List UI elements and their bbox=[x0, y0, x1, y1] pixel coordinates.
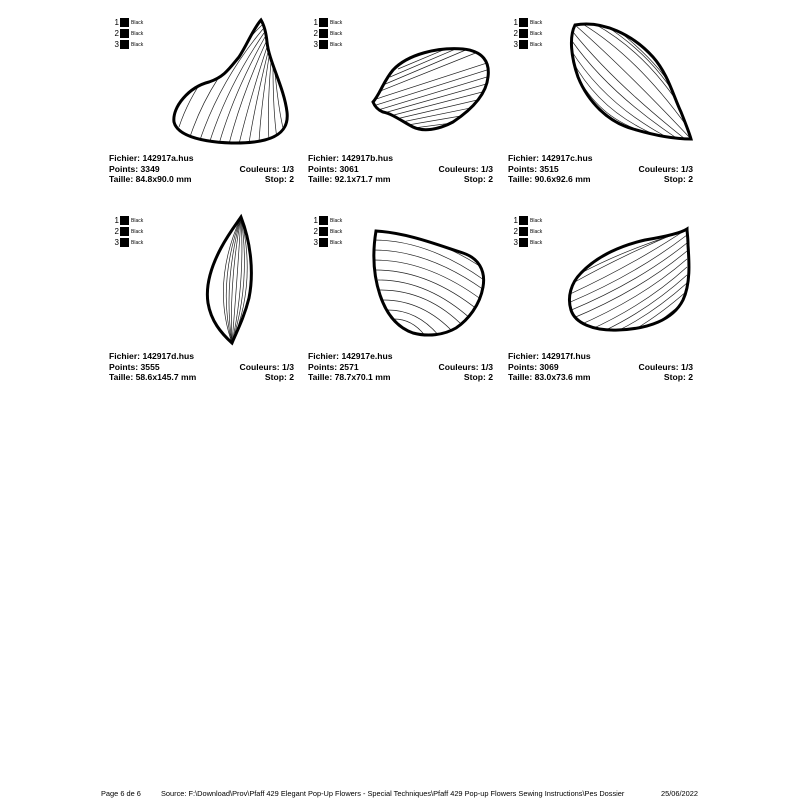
taille-field bbox=[508, 174, 591, 185]
info-row bbox=[308, 372, 493, 383]
couleurs-field bbox=[240, 362, 294, 373]
petal-shape-e bbox=[368, 225, 488, 340]
taille-value: 78.7x70.1 mm bbox=[334, 372, 391, 382]
taille-label: Taille: bbox=[508, 174, 533, 184]
fichier-label: Fichier: bbox=[308, 153, 340, 163]
couleurs-field bbox=[439, 362, 493, 373]
design-card bbox=[109, 12, 294, 192]
fichier-value: 142917f.hus bbox=[541, 351, 591, 361]
legend-color-name: Black bbox=[330, 239, 343, 246]
info-row bbox=[508, 164, 693, 175]
legend-row bbox=[513, 28, 542, 39]
couleurs-label: Couleurs: bbox=[438, 361, 479, 372]
fichier-label: Fichier: bbox=[308, 351, 340, 361]
print-date: 25/06/2022 bbox=[661, 789, 698, 798]
legend-number: 2 bbox=[114, 29, 119, 38]
points-label: Points: bbox=[508, 361, 538, 372]
fichier-field bbox=[109, 153, 194, 164]
legend-color-name: Black bbox=[530, 19, 543, 26]
color-swatch bbox=[319, 216, 328, 225]
color-swatch bbox=[319, 227, 328, 236]
legend-number: 3 bbox=[313, 40, 318, 49]
legend-color-name: Black bbox=[530, 228, 543, 235]
taille-field bbox=[308, 174, 391, 185]
color-swatch bbox=[519, 216, 528, 225]
stop-field bbox=[664, 174, 693, 185]
legend-row bbox=[513, 237, 542, 248]
fichier-field bbox=[508, 351, 591, 362]
legend-color-name: Black bbox=[530, 41, 543, 48]
design-info bbox=[109, 351, 294, 383]
taille-value: 58.6x145.7 mm bbox=[135, 372, 197, 382]
taille-label: Taille: bbox=[109, 174, 134, 184]
points-field bbox=[508, 362, 559, 373]
info-row bbox=[508, 174, 693, 185]
fichier-label: Fichier: bbox=[109, 153, 141, 163]
couleurs-field bbox=[439, 164, 493, 175]
design-info bbox=[508, 351, 693, 383]
taille-field bbox=[109, 174, 192, 185]
info-row bbox=[109, 351, 294, 362]
petal-shape-c bbox=[563, 17, 693, 147]
legend-color-name: Black bbox=[131, 19, 144, 26]
legend-row bbox=[313, 237, 342, 248]
page-footer bbox=[0, 789, 800, 801]
legend-number: 1 bbox=[513, 216, 518, 225]
couleurs-value: 1/3 bbox=[681, 163, 693, 174]
couleurs-field bbox=[639, 164, 693, 175]
couleurs-label: Couleurs: bbox=[239, 163, 280, 174]
taille-value: 90.6x92.6 mm bbox=[534, 174, 591, 184]
couleurs-value: 1/3 bbox=[481, 163, 493, 174]
color-swatch bbox=[519, 18, 528, 27]
info-row bbox=[508, 372, 693, 383]
stop-label: Stop: bbox=[663, 372, 686, 382]
couleurs-field bbox=[240, 164, 294, 175]
points-value: 3349 bbox=[140, 163, 160, 174]
info-row bbox=[308, 174, 493, 185]
fill-stitches bbox=[373, 48, 490, 131]
points-field bbox=[308, 164, 359, 175]
info-row bbox=[109, 372, 294, 383]
info-row bbox=[508, 362, 693, 373]
legend-row bbox=[313, 226, 342, 237]
legend-color-name: Black bbox=[131, 30, 144, 37]
design-card bbox=[508, 12, 693, 192]
petal-shape-a bbox=[169, 17, 294, 147]
couleurs-label: Couleurs: bbox=[638, 361, 679, 372]
petal-shape-b bbox=[368, 42, 493, 137]
taille-label: Taille: bbox=[109, 372, 134, 382]
info-row bbox=[308, 164, 493, 175]
points-value: 2571 bbox=[339, 361, 359, 372]
color-legend bbox=[313, 215, 342, 248]
fichier-field bbox=[308, 153, 393, 164]
stop-value: 2 bbox=[289, 174, 294, 184]
fill-stitches bbox=[373, 232, 484, 337]
stop-field bbox=[265, 372, 294, 383]
stop-label: Stop: bbox=[663, 174, 686, 184]
info-row bbox=[308, 362, 493, 373]
color-swatch bbox=[519, 29, 528, 38]
points-value: 3069 bbox=[539, 361, 559, 372]
stop-label: Stop: bbox=[264, 372, 287, 382]
info-row bbox=[508, 153, 693, 164]
design-card bbox=[508, 210, 693, 390]
legend-row bbox=[114, 226, 143, 237]
couleurs-label: Couleurs: bbox=[638, 163, 679, 174]
points-label: Points: bbox=[109, 163, 139, 174]
design-info bbox=[109, 153, 294, 185]
legend-row bbox=[313, 215, 342, 226]
legend-row bbox=[114, 17, 143, 28]
design-info bbox=[308, 153, 493, 185]
legend-number: 2 bbox=[114, 227, 119, 236]
info-row bbox=[109, 362, 294, 373]
petal-shape-d bbox=[199, 213, 264, 348]
info-row bbox=[308, 351, 493, 362]
fichier-field bbox=[508, 153, 593, 164]
legend-number: 3 bbox=[114, 238, 119, 247]
points-value: 3515 bbox=[539, 163, 559, 174]
color-legend bbox=[313, 17, 342, 50]
legend-row bbox=[114, 215, 143, 226]
stop-value: 2 bbox=[289, 372, 294, 382]
taille-field bbox=[308, 372, 391, 383]
fichier-value: 142917b.hus bbox=[341, 153, 394, 163]
color-swatch bbox=[319, 238, 328, 247]
legend-row bbox=[513, 17, 542, 28]
stop-label: Stop: bbox=[463, 372, 486, 382]
legend-row bbox=[313, 39, 342, 50]
info-row bbox=[109, 164, 294, 175]
color-legend bbox=[114, 215, 143, 248]
design-card bbox=[308, 210, 493, 390]
color-swatch bbox=[120, 40, 129, 49]
fichier-label: Fichier: bbox=[508, 153, 540, 163]
taille-value: 83.0x73.6 mm bbox=[534, 372, 591, 382]
points-field bbox=[508, 164, 559, 175]
couleurs-value: 1/3 bbox=[481, 361, 493, 372]
stop-field bbox=[464, 174, 493, 185]
points-label: Points: bbox=[508, 163, 538, 174]
fichier-value: 142917a.hus bbox=[142, 153, 194, 163]
legend-color-name: Black bbox=[330, 228, 343, 235]
couleurs-label: Couleurs: bbox=[438, 163, 479, 174]
legend-color-name: Black bbox=[330, 30, 343, 37]
taille-value: 92.1x71.7 mm bbox=[334, 174, 391, 184]
color-swatch bbox=[120, 216, 129, 225]
info-row bbox=[109, 174, 294, 185]
taille-label: Taille: bbox=[308, 174, 333, 184]
color-swatch bbox=[120, 227, 129, 236]
color-swatch bbox=[319, 40, 328, 49]
color-swatch bbox=[519, 238, 528, 247]
color-legend bbox=[513, 215, 542, 248]
stop-label: Stop: bbox=[264, 174, 287, 184]
legend-color-name: Black bbox=[330, 217, 343, 224]
color-swatch bbox=[120, 29, 129, 38]
couleurs-label: Couleurs: bbox=[239, 361, 280, 372]
points-field bbox=[308, 362, 359, 373]
points-label: Points: bbox=[109, 361, 139, 372]
legend-color-name: Black bbox=[330, 41, 343, 48]
legend-row bbox=[114, 237, 143, 248]
legend-color-name: Black bbox=[530, 30, 543, 37]
points-label: Points: bbox=[308, 361, 338, 372]
legend-number: 1 bbox=[513, 18, 518, 27]
color-swatch bbox=[519, 227, 528, 236]
fichier-value: 142917d.hus bbox=[142, 351, 195, 361]
taille-value: 84.8x90.0 mm bbox=[135, 174, 192, 184]
source-path: Source: F:\Download\Prov\Pfaff 429 Elegant Pop-Up Flowers - Special Techniques\Pfaff 429 Pop-up Flowers Sewing Instructions\Pes Dossier bbox=[161, 789, 625, 798]
legend-number: 2 bbox=[513, 29, 518, 38]
legend-number: 1 bbox=[313, 216, 318, 225]
color-swatch bbox=[319, 29, 328, 38]
design-info bbox=[508, 153, 693, 185]
couleurs-field bbox=[639, 362, 693, 373]
legend-number: 2 bbox=[313, 227, 318, 236]
points-field bbox=[109, 164, 160, 175]
fichier-field bbox=[109, 351, 194, 362]
legend-number: 2 bbox=[513, 227, 518, 236]
design-card bbox=[109, 210, 294, 390]
legend-number: 3 bbox=[313, 238, 318, 247]
stop-value: 2 bbox=[688, 174, 693, 184]
stop-value: 2 bbox=[488, 372, 493, 382]
color-legend bbox=[513, 17, 542, 50]
points-value: 3061 bbox=[339, 163, 359, 174]
legend-number: 2 bbox=[313, 29, 318, 38]
legend-color-name: Black bbox=[131, 239, 144, 246]
couleurs-value: 1/3 bbox=[681, 361, 693, 372]
color-swatch bbox=[519, 40, 528, 49]
legend-color-name: Black bbox=[131, 217, 144, 224]
stop-value: 2 bbox=[688, 372, 693, 382]
petal-shape-f bbox=[563, 225, 693, 340]
info-row bbox=[109, 153, 294, 164]
taille-field bbox=[508, 372, 591, 383]
points-field bbox=[109, 362, 160, 373]
legend-color-name: Black bbox=[530, 217, 543, 224]
legend-row bbox=[313, 28, 342, 39]
legend-color-name: Black bbox=[131, 228, 144, 235]
fichier-value: 142917e.hus bbox=[341, 351, 393, 361]
legend-number: 3 bbox=[513, 40, 518, 49]
stop-field bbox=[265, 174, 294, 185]
design-card bbox=[308, 12, 493, 192]
stop-field bbox=[464, 372, 493, 383]
legend-row bbox=[313, 17, 342, 28]
taille-field bbox=[109, 372, 196, 383]
info-row bbox=[308, 153, 493, 164]
legend-color-name: Black bbox=[530, 239, 543, 246]
fichier-field bbox=[308, 351, 393, 362]
page-number: Page 6 de 6 bbox=[101, 789, 141, 798]
legend-number: 3 bbox=[513, 238, 518, 247]
color-swatch bbox=[319, 18, 328, 27]
couleurs-value: 1/3 bbox=[282, 163, 294, 174]
legend-number: 1 bbox=[313, 18, 318, 27]
couleurs-value: 1/3 bbox=[282, 361, 294, 372]
stop-label: Stop: bbox=[463, 174, 486, 184]
legend-color-name: Black bbox=[330, 19, 343, 26]
stop-value: 2 bbox=[488, 174, 493, 184]
fichier-label: Fichier: bbox=[109, 351, 141, 361]
legend-number: 3 bbox=[114, 40, 119, 49]
legend-number: 1 bbox=[114, 216, 119, 225]
taille-label: Taille: bbox=[308, 372, 333, 382]
info-row bbox=[508, 351, 693, 362]
color-legend bbox=[114, 17, 143, 50]
points-value: 3555 bbox=[140, 361, 160, 372]
color-swatch bbox=[120, 18, 129, 27]
points-label: Points: bbox=[308, 163, 338, 174]
legend-row bbox=[513, 226, 542, 237]
legend-row bbox=[513, 39, 542, 50]
fichier-value: 142917c.hus bbox=[541, 153, 593, 163]
taille-label: Taille: bbox=[508, 372, 533, 382]
fichier-label: Fichier: bbox=[508, 351, 540, 361]
legend-row bbox=[114, 39, 143, 50]
design-info bbox=[308, 351, 493, 383]
color-swatch bbox=[120, 238, 129, 247]
stop-field bbox=[664, 372, 693, 383]
legend-number: 1 bbox=[114, 18, 119, 27]
legend-row bbox=[513, 215, 542, 226]
legend-row bbox=[114, 28, 143, 39]
legend-color-name: Black bbox=[131, 41, 144, 48]
